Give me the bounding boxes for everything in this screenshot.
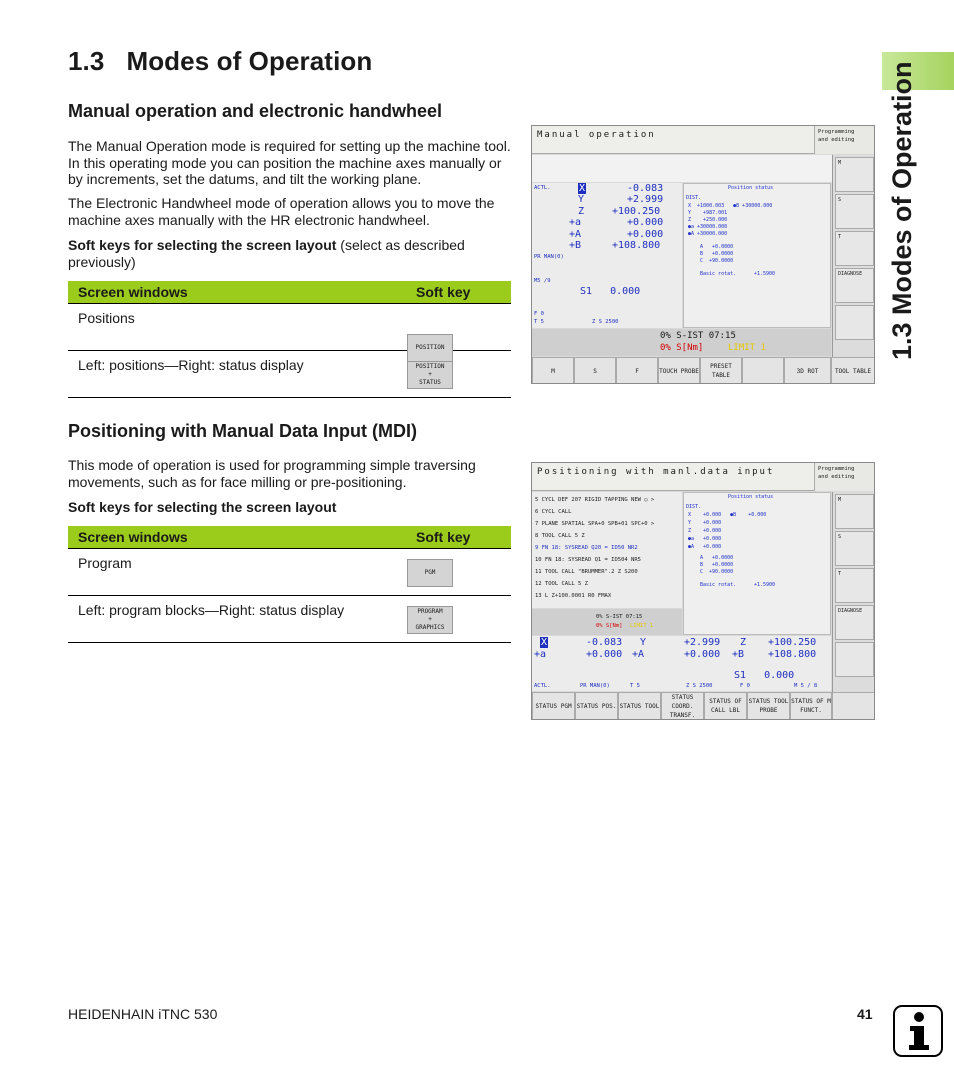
manual-heading: Manual operation and electronic handwheel [68, 101, 443, 121]
status-line: A +0.0000 [700, 244, 734, 250]
mode-programming [814, 463, 875, 491]
axis-name: +B [732, 649, 745, 660]
status-line: ●a +0.000 [688, 536, 722, 542]
dist-label: DIST. [686, 504, 702, 510]
status-line: X +0.000 ●B +0.000 [688, 512, 767, 518]
table-row [68, 548, 511, 595]
row-label: Program [78, 554, 132, 571]
blank-softkey[interactable] [835, 642, 874, 677]
axis-value: +108.800 [612, 240, 661, 251]
mode-line: Programming [818, 466, 855, 472]
manual-operation-screenshot [531, 125, 875, 384]
axis-value: +0.000 [627, 229, 664, 240]
m-softkey[interactable] [835, 494, 874, 529]
positions-pane [532, 636, 831, 691]
t-softkey[interactable] [835, 568, 874, 603]
status-line: ●A +30000.000 [688, 231, 728, 237]
axis-value: +0.000 [586, 649, 623, 660]
s-softkey[interactable] [835, 531, 874, 566]
limit-readout: LIMIT 1 [630, 623, 654, 629]
manual-softkeys-rest: (select as described previously) [68, 237, 465, 270]
softkey-label: T [838, 571, 842, 577]
spindle-status-pane [532, 329, 831, 356]
3d-rot-softkey[interactable]: 3D ROT [784, 357, 831, 384]
manual-softkey-table [68, 281, 511, 398]
program-line: 12 TOOL CALL 5 Z [535, 581, 588, 587]
mdi-softkeys-bold: Soft keys for selecting the screen layout [68, 499, 337, 515]
screen-mode-title: Manual operation [532, 126, 814, 154]
status-line: B +0.0000 [700, 562, 734, 568]
spindle-readout: S1 0.000 [734, 670, 795, 681]
program-line: 10 FN 18: SYSREAD Q1 = ID504 NR5 [535, 557, 641, 563]
manual-softkeys-note [68, 237, 514, 270]
actl-label: ACTL. [534, 683, 551, 689]
m-softkey[interactable] [835, 157, 874, 192]
status-line: Y +987.001 [688, 210, 728, 216]
actl-label: ACTL. [534, 185, 551, 191]
status-line: ●a +30000.000 [688, 224, 728, 230]
softkey-label: PROGRAM [417, 607, 443, 615]
status-pane [683, 492, 831, 635]
mdi-softkey-table [68, 526, 511, 643]
mdi-softkeys-note [68, 499, 514, 516]
preset-table-softkey[interactable]: PRESET TABLE [700, 357, 742, 384]
status-title: Position status [728, 494, 774, 500]
spindle-readout: S1 0.000 [580, 286, 641, 297]
program-line: 5 CYCL DEF 207 RIGID TAPPING NEW ○ > [535, 497, 655, 503]
status-call-lbl-softkey[interactable]: STATUS OF CALL LBL [704, 692, 747, 720]
col-screen-windows: Screen windows [68, 281, 406, 303]
axis-value: +108.800 [768, 649, 817, 660]
status-line: Z +0.000 [688, 528, 722, 534]
section-title [68, 46, 372, 77]
mdi-para1: This mode of operation is used for programming simple traversing movements, such as for face milling or pre-positioning. [68, 457, 476, 490]
axis-name: Z [740, 637, 747, 648]
softkey-label: GRAPHICS [415, 623, 445, 631]
pgm-softkey[interactable] [407, 559, 453, 587]
softkey-label: S [838, 534, 842, 540]
blank-bottom-softkey[interactable] [832, 692, 875, 720]
basic-rotation-label: Basic rotat. [700, 582, 737, 588]
tool-label: T 5 [534, 319, 544, 325]
table-row [68, 303, 511, 350]
axis-name: +a [569, 217, 582, 228]
t-softkey[interactable] [835, 231, 874, 266]
row-label: Left: program blocks—Right: status display [78, 601, 345, 618]
program-line: 11 TOOL CALL "BRUMMER".2 Z S200 [535, 569, 638, 575]
mode-line: and editing [818, 474, 855, 480]
positions-pane [532, 183, 682, 328]
axis-value: -0.083 [586, 637, 623, 648]
program-graphics-softkey[interactable] [407, 606, 453, 634]
manual-para2: The Electronic Handwheel mode of operation allows you to move the machine axes manually with the HR electronic handwheel. [68, 195, 495, 228]
program-line: 8 TOOL CALL 5 Z [535, 533, 585, 539]
axis-name: Y [640, 637, 647, 648]
axis-value: +2.999 [684, 637, 721, 648]
m-label: M5 /9 [534, 278, 551, 284]
status-line: X +1000.003 ●B +30000.000 [688, 203, 773, 209]
axis-name: X [541, 637, 548, 648]
program-line: 9 FN 18: SYSREAD Q20 = ID50 NR2 [535, 545, 638, 551]
axis-value: +2.999 [627, 194, 664, 205]
status-coord-transf-softkey[interactable]: STATUS COORD. TRANSF. [661, 692, 704, 720]
status-pane [683, 183, 831, 328]
softkey-label: T [838, 234, 842, 240]
manual-para1: The Manual Operation mode is required for setting up the machine tool. In this operating mode you can position the machine axes manually or by increments, set the datums, and tilt the working plane. [68, 138, 511, 187]
softkey-label: DIAGNOSE [838, 271, 863, 277]
tool-table-softkey[interactable]: TOOL TABLE [831, 357, 875, 384]
limit-readout: LIMIT 1 [728, 343, 766, 353]
axis-value: +100.250 [768, 637, 817, 648]
s-nm-readout: 0% S[Nm] [660, 343, 704, 353]
pr-man-label: PR MAN(0) [580, 683, 610, 689]
tool-label: T 5 [630, 683, 640, 689]
col-soft-key: Soft key [406, 281, 511, 303]
status-tool-softkey[interactable]: STATUS TOOL [618, 692, 661, 720]
feed-label: F 0 [740, 683, 750, 689]
feed-label: F 0 [534, 311, 544, 317]
axis-value: +0.000 [627, 217, 664, 228]
pr-man-label: PR MAN(0) [534, 254, 564, 260]
right-softkey-bar [832, 492, 875, 692]
manual-softkeys-bold: Soft keys for selecting the screen layout [68, 237, 337, 253]
softkey-label: DIAGNOSE [838, 608, 863, 614]
touch-probe-softkey[interactable]: TOUCH PROBE [658, 357, 700, 384]
axis-value: +100.250 [612, 206, 661, 217]
mdi-heading: Positioning with Manual Data Input (MDI) [68, 421, 417, 441]
status-line: Y +0.000 [688, 520, 722, 526]
status-title: Position status [728, 185, 774, 191]
status-line: C +90.0000 [700, 569, 734, 575]
s-bottom-softkey[interactable]: S [574, 357, 616, 384]
status-line: A +0.0000 [700, 555, 734, 561]
softkey-label: + [428, 370, 432, 378]
mode-programming [814, 126, 875, 154]
diagnose-softkey[interactable] [835, 268, 874, 303]
blank-pane [532, 155, 832, 182]
axis-name: Y [578, 194, 585, 205]
side-chapter-title: 1.3 Modes of Operation [887, 61, 917, 360]
softkey-label: + [428, 615, 432, 623]
softkey-label: M [838, 497, 842, 503]
col-soft-key: Soft key [406, 526, 511, 548]
dist-label: DIST. [686, 195, 702, 201]
axis-name: +B [569, 240, 582, 251]
section-number: 1.3 [68, 46, 105, 76]
program-line: 13 L Z+100.0001 R0 FMAX [535, 593, 612, 599]
axis-name: Z [578, 206, 585, 217]
softkey-label: STATUS [419, 378, 441, 386]
m-bottom-softkey[interactable]: M [532, 357, 574, 384]
f-bottom-softkey[interactable]: F [616, 357, 658, 384]
basic-rotation-value: +1.5900 [754, 582, 776, 588]
spindle-label: Z S 2500 [686, 683, 713, 689]
screen-mode-title: Positioning with manl.data input [532, 463, 814, 491]
softkey-label: S [838, 197, 842, 203]
status-line: ●A +0.000 [688, 544, 722, 550]
table-row [68, 350, 511, 397]
position-status-softkey[interactable] [407, 361, 453, 389]
info-icon [893, 1005, 943, 1057]
basic-rotation-value: +1.5900 [754, 271, 776, 277]
mode-line: Programming [818, 129, 855, 135]
s-nm-readout: 0% S[Nm] [596, 623, 623, 629]
axis-value: -0.083 [627, 183, 664, 194]
spindle-label: Z S 2500 [592, 319, 619, 325]
diagnose-softkey[interactable] [835, 605, 874, 640]
status-pos-softkey[interactable]: STATUS POS. [575, 692, 618, 720]
program-pane [532, 492, 682, 608]
axis-name: X [579, 183, 586, 194]
basic-rotation-label: Basic rotat. [700, 271, 737, 277]
softkey-label: M [838, 160, 842, 166]
mode-line: and editing [818, 137, 855, 143]
softkey-label: PGM [424, 568, 436, 576]
blank-softkey[interactable] [835, 305, 874, 340]
status-line: B +0.0000 [700, 251, 734, 257]
softkey-label: POSITION [415, 343, 445, 351]
blank-bottom-softkey[interactable] [742, 357, 784, 384]
status-tool-probe-softkey[interactable]: STATUS TOOL PROBE [747, 692, 790, 720]
m-label: M 5 / 8 [794, 683, 818, 689]
axis-value: +0.000 [684, 649, 721, 660]
s-ist-readout: 0% S-IST 07:15 [596, 614, 643, 620]
program-line: 7 PLANE SPATIAL SPA+0 SPB+01 SPC+0 > [535, 521, 655, 527]
axis-name: +A [569, 229, 582, 240]
status-pgm-softkey[interactable]: STATUS PGM [532, 692, 575, 720]
row-label: Left: positions—Right: status display [78, 356, 304, 373]
axis-name: +A [632, 649, 645, 660]
page-number: 41 [857, 1006, 873, 1022]
s-ist-readout: 0% S-IST 07:15 [660, 331, 736, 341]
footer-manual-name: HEIDENHAIN iTNC 530 [68, 1006, 218, 1022]
table-row [68, 595, 511, 642]
program-line: 6 CYCL CALL [535, 509, 572, 515]
right-softkey-bar [832, 155, 875, 357]
s-softkey[interactable] [835, 194, 874, 229]
status-m-funct-softkey[interactable]: STATUS OF M FUNCT. [790, 692, 832, 720]
status-line: C +90.0000 [700, 258, 734, 264]
status-line: Z +250.000 [688, 217, 728, 223]
col-screen-windows: Screen windows [68, 526, 406, 548]
mdi-screenshot [531, 462, 875, 720]
softkey-label: POSITION [415, 362, 445, 370]
row-label: Positions [78, 309, 135, 326]
axis-name: +a [534, 649, 547, 660]
section-title-text: Modes of Operation [126, 46, 373, 76]
spindle-status-pane [532, 609, 682, 635]
